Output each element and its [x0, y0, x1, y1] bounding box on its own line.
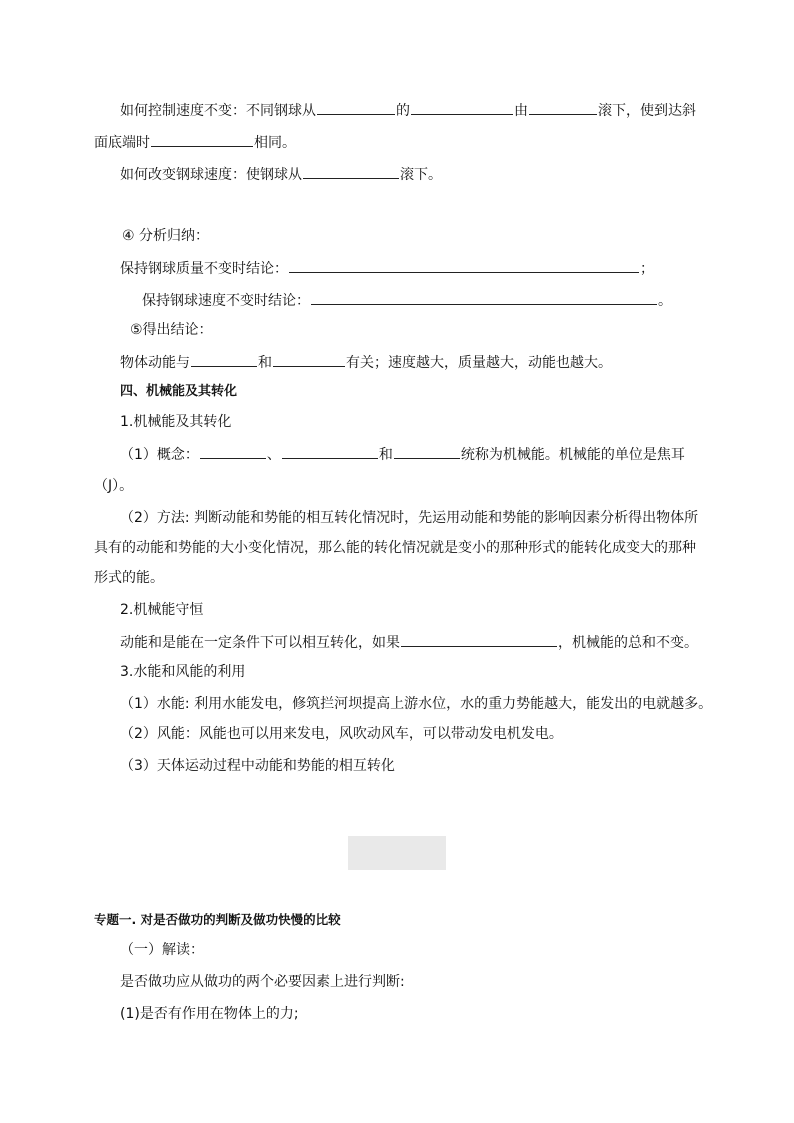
blank-field[interactable] — [311, 290, 657, 305]
blank-field[interactable] — [394, 444, 460, 459]
subheading-2: 2.机械能守恒 — [120, 602, 204, 618]
blank-field[interactable] — [529, 100, 597, 115]
line-control-speed-cont: 面底端时 相同。 — [94, 132, 296, 153]
topic-one-heading: 专题一. 对是否做功的判断及做功快慢的比较 — [94, 912, 341, 927]
line-concept: （1）概念： 、 和 统称为机械能。机械能的单位是焦耳 — [120, 444, 685, 465]
line-interpretation: （一）解读： — [120, 942, 204, 958]
blank-field[interactable] — [401, 632, 557, 647]
blank-field[interactable] — [303, 164, 399, 179]
line-mass-conclusion: 保持钢球质量不变时结论： ； — [120, 258, 654, 279]
banner-topic-breakthrough — [348, 836, 446, 870]
blank-field[interactable] — [411, 100, 513, 115]
blank-field[interactable] — [200, 444, 266, 459]
blank-field[interactable] — [151, 132, 253, 147]
blank-field[interactable] — [273, 352, 345, 367]
line-conservation: 动能和是能在一定条件下可以相互转化，如果 ，机械能的总和不变。 — [120, 632, 698, 653]
line-method-cont2: 形式的能。 — [94, 570, 164, 586]
blank-field[interactable] — [282, 444, 378, 459]
line-judgement: 是否做功应从做功的两个必要因素上进行判断: — [120, 974, 405, 990]
line-method: （2）方法: 判断动能和势能的相互转化情况时，先运用动能和势能的影响因素分析得出物体所 — [120, 510, 699, 526]
line-speed-conclusion: 保持钢球速度不变时结论： 。 — [142, 290, 672, 311]
subheading-1: 1.机械能及其转化 — [120, 414, 232, 430]
blank-field[interactable] — [317, 100, 395, 115]
line-control-speed: 如何控制速度不变：不同钢球从 的 由 滚下，使到达斜 — [120, 100, 696, 121]
line-change-speed: 如何改变钢球速度：使钢球从 滚下。 — [120, 164, 442, 185]
line-water-energy: （1）水能: 利用水能发电，修筑拦河坝提高上游水位，水的重力势能越大，能发出的电就越多。 — [120, 696, 713, 712]
line-concept-cont: （J）。 — [94, 478, 134, 494]
line-kinetic-energy: 物体动能与 和 有关；速度越大，质量越大，动能也越大。 — [120, 352, 612, 373]
subheading-3: 3.水能和风能的利用 — [120, 664, 246, 680]
line-method-cont: 具有的动能和势能的大小变化情况，那么能的转化情况就是变小的那种形式的能转化成变大的那种 — [94, 540, 696, 556]
line-force-condition: (1)是否有作用在物体上的力; — [120, 1006, 299, 1022]
section-conclusion: ⑤得出结论： — [130, 322, 213, 338]
heading-mechanical-energy: 四、机械能及其转化 — [120, 384, 238, 399]
line-wind-energy: （2）风能：风能也可以用来发电，风吹动风车，可以带动发电机发电。 — [120, 726, 563, 742]
line-celestial: （3）天体运动过程中动能和势能的相互转化 — [120, 758, 395, 774]
blank-field[interactable] — [191, 352, 257, 367]
blank-field[interactable] — [289, 258, 639, 273]
section-analysis: ④ 分析归纳： — [122, 228, 210, 244]
